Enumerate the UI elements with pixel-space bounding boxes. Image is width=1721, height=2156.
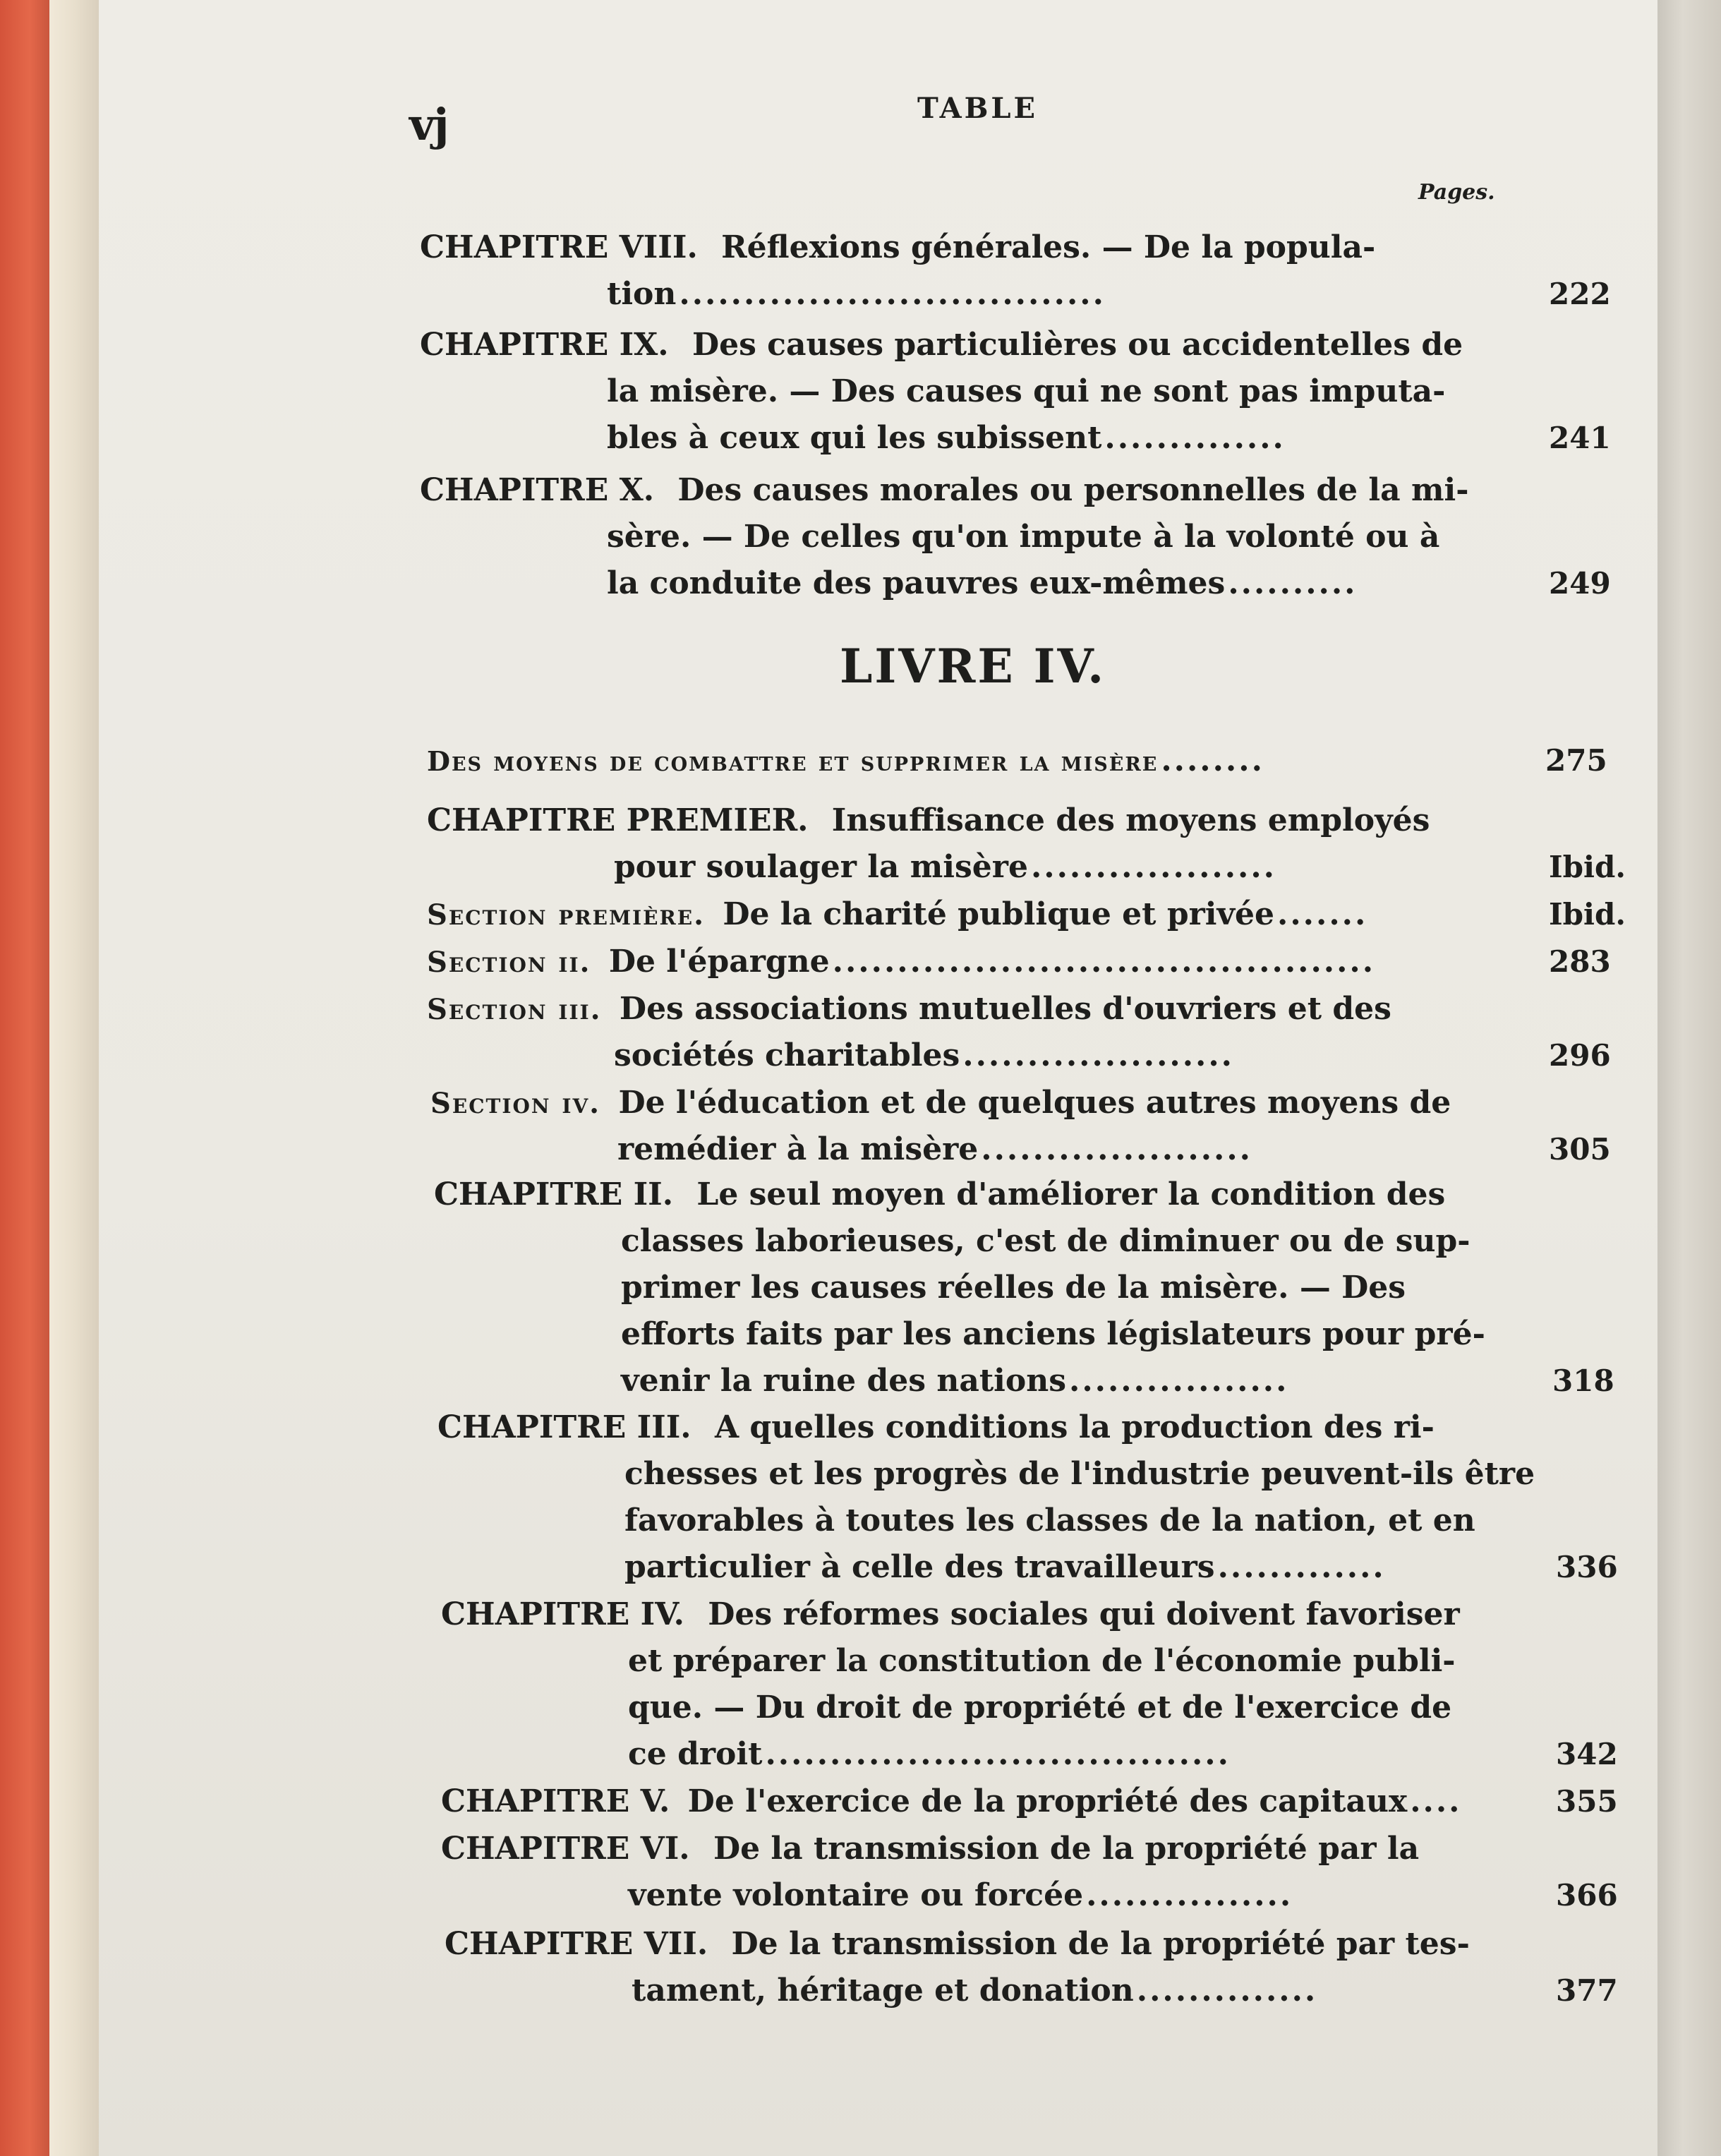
leader-dots: .............. — [1136, 1973, 1318, 2009]
facing-page-edge — [1657, 0, 1721, 2156]
leader-dots: ................................. — [679, 276, 1106, 312]
toc-entry — [427, 797, 1626, 891]
entry-text: remédier à la misère — [617, 1131, 979, 1167]
page-ref: 377 — [1556, 1973, 1618, 2008]
entry-text: favorables à toutes les classes de la nation, et en — [624, 1502, 1475, 1538]
entry-text: De la transmission de la propriété par tes- — [731, 1926, 1470, 1962]
entry-text: A quelles conditions la production des ri- — [714, 1409, 1435, 1445]
entry-label: CHAPITRE V. — [441, 1783, 670, 1819]
entry-label: Section première. — [427, 898, 705, 932]
leader-dots: ........ — [1161, 742, 1264, 778]
page-ref: 318 — [1552, 1363, 1614, 1398]
entry-label: Section iii. — [427, 993, 602, 1026]
entry-label: CHAPITRE IX. — [420, 327, 669, 363]
entry-text: Des causes morales ou personnelles de la mi- — [677, 472, 1469, 508]
leader-dots: .......... — [1228, 565, 1358, 601]
entry-text: classes laborieuses, c'est de diminuer ou de sup- — [621, 1223, 1471, 1259]
entry-text: De la transmission de la propriété par la — [713, 1831, 1420, 1867]
leader-dots: .......................................... — [832, 944, 1376, 980]
entry-text: De la charité publique et privée — [723, 896, 1275, 932]
page-ref: 296 — [1549, 1038, 1611, 1073]
page-ref: 283 — [1549, 944, 1611, 979]
entry-text: efforts faits par les anciens législateurs pour pré- — [621, 1316, 1485, 1352]
entry-text: vente volontaire ou forcée — [628, 1877, 1084, 1913]
entry-text: Le seul moyen d'améliorer la condition des — [696, 1176, 1446, 1212]
entry-text: Des réformes sociales qui doivent favoriser — [708, 1596, 1460, 1632]
entry-label: CHAPITRE VI. — [441, 1831, 690, 1867]
entry-text: Des associations mutuelles d'ouvriers et des — [619, 991, 1391, 1027]
entry-label: CHAPITRE IV. — [441, 1596, 684, 1632]
toc-entry — [441, 1591, 1618, 1778]
page-ref: Ibid. — [1549, 897, 1626, 932]
book-page — [99, 0, 1657, 2156]
entry-text: et préparer la constitution de l'économie publi- — [628, 1643, 1456, 1679]
entry-label: CHAPITRE X. — [420, 472, 655, 508]
page-ref: Ibid. — [1549, 850, 1626, 884]
entry-text: De l'éducation et de quelques autres moyens de — [618, 1085, 1451, 1121]
toc-entry — [420, 224, 1611, 318]
pages-column-label: Pages. — [1418, 180, 1495, 205]
book-edge-pages — [49, 0, 99, 2156]
leader-dots: ..................... — [981, 1131, 1252, 1167]
entry-text: venir la ruine des nations — [621, 1363, 1066, 1399]
entry-label: Section iv. — [430, 1087, 601, 1120]
entry-text: tament, héritage et donation — [632, 1973, 1134, 2009]
leader-dots: ................. — [1069, 1363, 1289, 1399]
entry-text: tion — [607, 276, 677, 312]
toc-entry — [434, 1172, 1614, 1404]
leader-dots: ..................... — [962, 1037, 1234, 1073]
page-ref: 366 — [1556, 1878, 1618, 1913]
toc-entry — [437, 1404, 1618, 1591]
toc-entry — [427, 737, 1607, 784]
book-edge-red — [0, 0, 49, 2156]
entry-text: ce droit — [628, 1736, 763, 1772]
toc-entry — [445, 1921, 1618, 2014]
entry-label: CHAPITRE II. — [434, 1176, 674, 1212]
entry-label: Des moyens de combattre et supprimer la misère — [427, 745, 1159, 777]
page-ref: 336 — [1556, 1550, 1618, 1584]
book-heading: LIVRE IV. — [840, 639, 1106, 694]
entry-text: sère. — De celles qu'on impute à la volonté ou à — [607, 519, 1440, 555]
leader-dots: .... — [1410, 1783, 1462, 1819]
leader-dots: .................................... — [765, 1736, 1231, 1772]
leader-dots: .............. — [1104, 420, 1286, 456]
toc-entry — [420, 322, 1611, 462]
entry-text: la conduite des pauvres eux-mêmes — [607, 565, 1226, 601]
page-ref: 241 — [1549, 421, 1611, 455]
entry-text: De l'épargne — [608, 944, 830, 980]
page-ref: 249 — [1549, 566, 1611, 601]
entry-label: CHAPITRE PREMIER. — [427, 802, 809, 838]
entry-text: primer les causes réelles de la misère. — Des — [621, 1270, 1406, 1306]
page-ref: 355 — [1556, 1784, 1618, 1819]
toc-entry — [427, 939, 1611, 985]
entry-text: pour soulager la misère — [614, 849, 1028, 885]
entry-label: CHAPITRE VIII. — [420, 229, 698, 265]
toc-entry — [427, 891, 1626, 938]
entry-text: Réflexions générales. — De la popula- — [721, 229, 1376, 265]
toc-entry — [427, 986, 1611, 1079]
entry-text: particulier à celle des travailleurs — [624, 1549, 1215, 1585]
entry-label: Section ii. — [427, 946, 591, 979]
entry-text: Insuffisance des moyens employés — [831, 802, 1430, 838]
toc-entry — [420, 467, 1611, 607]
leader-dots: ............. — [1217, 1549, 1386, 1585]
toc-entry — [441, 1826, 1618, 1919]
entry-text: la misère. — Des causes qui ne sont pas imputa- — [607, 373, 1446, 409]
entry-label: CHAPITRE III. — [437, 1409, 692, 1445]
page-ref: 305 — [1549, 1132, 1611, 1167]
entry-text: bles à ceux qui les subissent — [607, 420, 1102, 456]
leader-dots: ....... — [1277, 896, 1368, 932]
running-title: TABLE — [917, 92, 1039, 125]
entry-text: chesses et les progrès de l'industrie peuvent-ils être — [624, 1456, 1535, 1492]
entry-text: que. — Du droit de propriété et de l'exercice de — [628, 1690, 1452, 1726]
toc-entry — [441, 1778, 1618, 1825]
leader-dots: ................ — [1086, 1877, 1293, 1913]
entry-text: Des causes particulières ou accidentelles de — [692, 327, 1463, 363]
toc-entry — [430, 1080, 1611, 1173]
page-number: vj — [409, 99, 448, 150]
page-ref: 342 — [1556, 1737, 1618, 1771]
entry-text: De l'exercice de la propriété des capitaux — [687, 1783, 1408, 1819]
entry-text: sociétés charitables — [614, 1037, 960, 1073]
entry-label: CHAPITRE VII. — [445, 1926, 708, 1962]
leader-dots: ................... — [1030, 849, 1277, 885]
page-header — [99, 92, 1657, 155]
page-ref: 222 — [1549, 277, 1611, 311]
page-ref: 275 — [1545, 743, 1607, 778]
